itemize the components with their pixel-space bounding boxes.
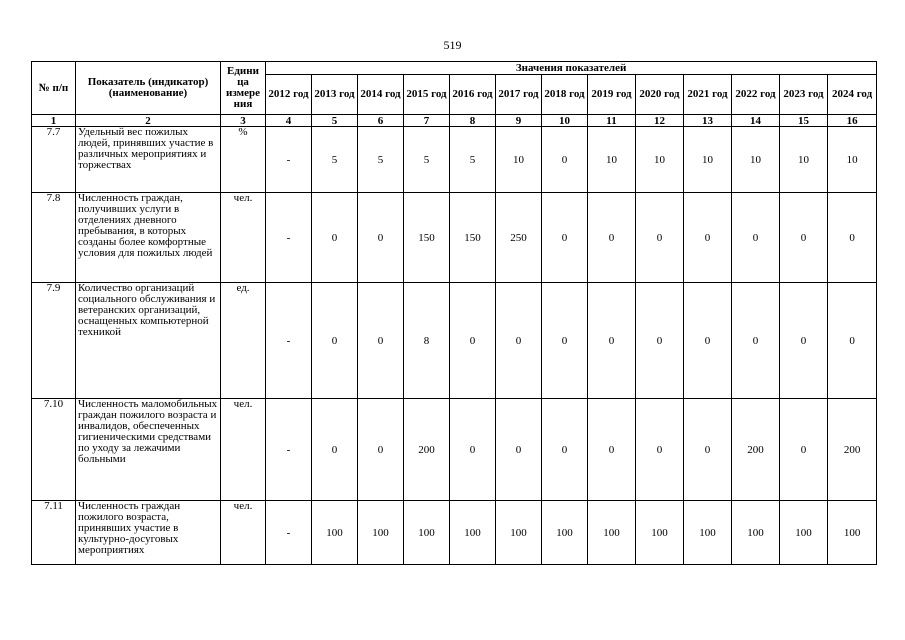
- value-cell: 5: [450, 127, 496, 193]
- value-cell: 5: [404, 127, 450, 193]
- header-year: 2012 год: [266, 75, 312, 115]
- row-number: 7.8: [32, 193, 76, 283]
- indicator-name: Удельный вес пожилых людей, принявших участие в различных мероприятиях и торжествах: [76, 127, 221, 193]
- table-row: [32, 501, 877, 565]
- unit-cell: чел.: [221, 193, 266, 283]
- column-number: 5: [312, 115, 358, 127]
- value-cell: 100: [684, 501, 732, 565]
- value-cell: 10: [636, 127, 684, 193]
- value-cell: 150: [450, 193, 496, 283]
- unit-cell: %: [221, 127, 266, 193]
- column-number: 3: [221, 115, 266, 127]
- value-cell: -: [266, 283, 312, 399]
- value-cell: 0: [732, 283, 780, 399]
- column-number: 2: [76, 115, 221, 127]
- header-values-group: Значения показателей: [266, 62, 877, 75]
- value-cell: 0: [588, 283, 636, 399]
- value-cell: 200: [828, 399, 877, 501]
- header-year: 2013 год: [312, 75, 358, 115]
- column-number: 16: [828, 115, 877, 127]
- value-cell: 0: [312, 193, 358, 283]
- table-row: [32, 399, 877, 501]
- header-year: 2018 год: [542, 75, 588, 115]
- value-cell: 0: [684, 399, 732, 501]
- value-cell: 0: [732, 193, 780, 283]
- value-cell: 10: [780, 127, 828, 193]
- indicator-name: Численность граждан пожилого возраста, принявших участие в культурно-досуговых мероприятиях: [76, 501, 221, 565]
- header-year: 2023 год: [780, 75, 828, 115]
- value-cell: -: [266, 399, 312, 501]
- header-year: 2016 год: [450, 75, 496, 115]
- value-cell: 100: [358, 501, 404, 565]
- table-row: [32, 193, 877, 283]
- header-year: 2021 год: [684, 75, 732, 115]
- header-year: 2024 год: [828, 75, 877, 115]
- column-number: 9: [496, 115, 542, 127]
- row-number: 7.9: [32, 283, 76, 399]
- indicator-name: Количество организаций социального обслуживания и ветеранских организаций, оснащенных компьютерной техникой: [76, 283, 221, 399]
- column-number: 12: [636, 115, 684, 127]
- header-year: 2019 год: [588, 75, 636, 115]
- header-indicator: Показатель (индикатор) (наименование): [76, 62, 221, 115]
- header-year: 2022 год: [732, 75, 780, 115]
- value-cell: 8: [404, 283, 450, 399]
- value-cell: 0: [780, 283, 828, 399]
- value-cell: 10: [732, 127, 780, 193]
- value-cell: 0: [358, 193, 404, 283]
- value-cell: 0: [496, 283, 542, 399]
- value-cell: 0: [542, 193, 588, 283]
- value-cell: 100: [828, 501, 877, 565]
- header-num: № п/п: [32, 62, 76, 115]
- column-number: 15: [780, 115, 828, 127]
- header-year: 2014 год: [358, 75, 404, 115]
- value-cell: 100: [496, 501, 542, 565]
- value-cell: 0: [358, 283, 404, 399]
- value-cell: 0: [684, 283, 732, 399]
- value-cell: 150: [404, 193, 450, 283]
- value-cell: 5: [312, 127, 358, 193]
- value-cell: 200: [732, 399, 780, 501]
- unit-cell: чел.: [221, 501, 266, 565]
- value-cell: 100: [450, 501, 496, 565]
- row-number: 7.11: [32, 501, 76, 565]
- column-number: 11: [588, 115, 636, 127]
- header-year: 2015 год: [404, 75, 450, 115]
- table-row: [32, 283, 877, 399]
- value-cell: 0: [636, 399, 684, 501]
- value-cell: 5: [358, 127, 404, 193]
- column-number: 7: [404, 115, 450, 127]
- column-number: 14: [732, 115, 780, 127]
- value-cell: 10: [496, 127, 542, 193]
- row-number: 7.10: [32, 399, 76, 501]
- value-cell: 0: [588, 193, 636, 283]
- indicator-name: Численность граждан, получивших услуги в отделениях дневного пребывания, в которых созданы более комфортные условия для пожилых людей: [76, 193, 221, 283]
- value-cell: 0: [450, 283, 496, 399]
- value-cell: 100: [404, 501, 450, 565]
- value-cell: 0: [588, 399, 636, 501]
- value-cell: -: [266, 501, 312, 565]
- value-cell: 0: [358, 399, 404, 501]
- value-cell: 100: [780, 501, 828, 565]
- unit-cell: ед.: [221, 283, 266, 399]
- value-cell: -: [266, 127, 312, 193]
- value-cell: 0: [542, 399, 588, 501]
- value-cell: 10: [684, 127, 732, 193]
- value-cell: 200: [404, 399, 450, 501]
- header-year: 2017 год: [496, 75, 542, 115]
- value-cell: 0: [780, 193, 828, 283]
- column-number: 8: [450, 115, 496, 127]
- column-number: 4: [266, 115, 312, 127]
- column-number: 6: [358, 115, 404, 127]
- value-cell: 100: [542, 501, 588, 565]
- indicator-name: Численность маломобильных граждан пожилого возраста и инвалидов, обеспеченных гигиеническими средствами по уходу за лежачими больными: [76, 399, 221, 501]
- value-cell: 0: [684, 193, 732, 283]
- column-number: 13: [684, 115, 732, 127]
- value-cell: 0: [780, 399, 828, 501]
- column-number: 10: [542, 115, 588, 127]
- table-row: [32, 127, 877, 193]
- value-cell: 0: [312, 399, 358, 501]
- value-cell: 0: [542, 127, 588, 193]
- page-number: 519: [443, 38, 462, 52]
- indicators-table: [31, 61, 877, 565]
- value-cell: 0: [828, 283, 877, 399]
- value-cell: 250: [496, 193, 542, 283]
- value-cell: 0: [828, 193, 877, 283]
- row-number: 7.7: [32, 127, 76, 193]
- value-cell: -: [266, 193, 312, 283]
- value-cell: 0: [636, 193, 684, 283]
- header-year: 2020 год: [636, 75, 684, 115]
- value-cell: 100: [588, 501, 636, 565]
- value-cell: 0: [450, 399, 496, 501]
- value-cell: 10: [828, 127, 877, 193]
- value-cell: 100: [312, 501, 358, 565]
- value-cell: 0: [636, 283, 684, 399]
- value-cell: 0: [312, 283, 358, 399]
- value-cell: 10: [588, 127, 636, 193]
- column-number: 1: [32, 115, 76, 127]
- value-cell: 100: [732, 501, 780, 565]
- value-cell: 100: [636, 501, 684, 565]
- header-unit: Едини ца измере ния: [221, 62, 266, 115]
- value-cell: 0: [542, 283, 588, 399]
- unit-cell: чел.: [221, 399, 266, 501]
- value-cell: 0: [496, 399, 542, 501]
